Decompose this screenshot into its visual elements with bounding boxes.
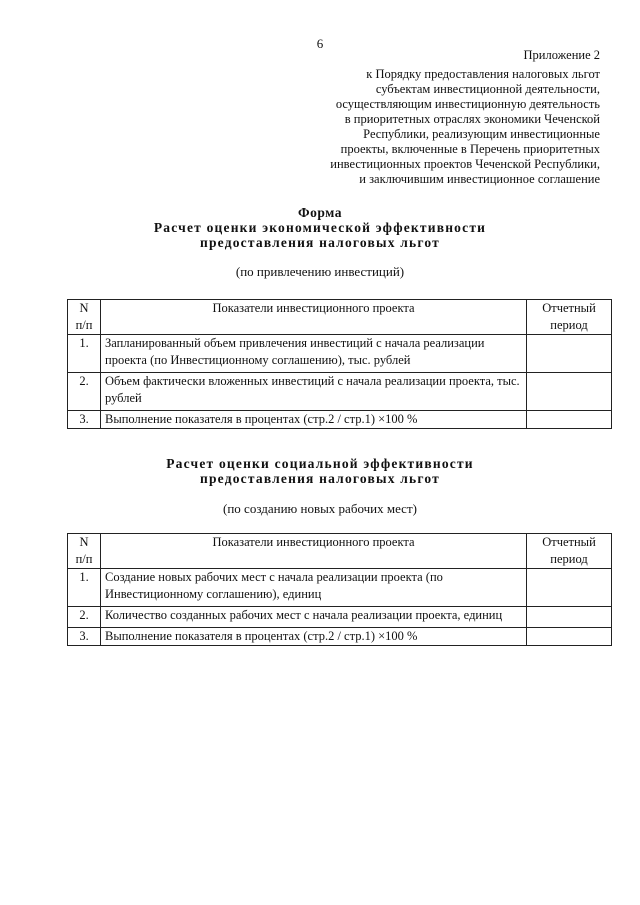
table-row [68,373,612,411]
row-indicator: Выполнение показателя в процентах (стр.2 / стр.1) ×100 % [101,628,527,646]
row-indicator: Количество созданных рабочих мест с начала реализации проекта, единиц [101,607,527,628]
page-number: 6 [316,36,324,51]
table-row [68,607,612,628]
appendix-title: Приложение 2 [523,48,600,62]
header-num-cell [68,534,101,569]
header-num-sublabel: п/п [75,552,93,566]
row-num: 1. [68,569,101,607]
header-period-cell [527,534,612,569]
table-row [68,628,612,646]
social-title-line1: Расчет оценки социальной эффективности [166,456,474,471]
row-num: 3. [68,628,101,646]
table-row [68,411,612,429]
header-period-sublabel: период [550,552,588,566]
appendix-line: осуществляющим инвестиционную деятельность [335,97,600,111]
header-num-label: N [79,301,89,315]
row-num: 1. [68,335,101,373]
economic-title-line2: предоставления налоговых льгот [200,235,440,250]
header-num-sublabel: п/п [75,318,93,332]
table-header-row [68,300,612,335]
header-indicator-cell: Показатели инвестиционного проекта [101,534,527,569]
row-num: 2. [68,373,101,411]
header-period-sublabel: период [550,318,588,332]
header-indicator-cell: Показатели инвестиционного проекта [101,300,527,335]
header-period-label: Отчетный [542,535,596,549]
appendix-line: к Порядку предоставления налоговых льгот [366,67,600,81]
row-period-value[interactable] [527,373,612,411]
row-num: 3. [68,411,101,429]
social-efficiency-table [67,533,612,646]
appendix-line: и заключившим инвестиционное соглашение [359,172,600,186]
economic-title-line1: Расчет оценки экономической эффективности [153,220,487,235]
appendix-line: инвестиционных проектов Чеченской Республики, [330,157,600,171]
economic-efficiency-table [67,299,612,429]
row-period-value[interactable] [527,569,612,607]
economic-efficiency-heading [0,205,640,250]
appendix-block [300,48,600,187]
header-num-cell [68,300,101,335]
table-row [68,335,612,373]
form-label: Форма [297,205,342,220]
appendix-line: проекты, включенные в Перечень приоритетных [340,142,600,156]
appendix-line: субъектам инвестиционной деятельности, [375,82,600,96]
social-title-line2: предоставления налоговых льгот [200,471,440,486]
row-period-value[interactable] [527,628,612,646]
row-indicator: Запланированный объем привлечения инвестиций с начала реализации проекта (по Инвестиционному соглашению), тыс. рублей [101,335,527,373]
table-row [68,569,612,607]
header-period-cell [527,300,612,335]
appendix-line: Республики, реализующим инвестиционные [363,127,600,141]
row-indicator: Выполнение показателя в процентах (стр.2 / стр.1) ×100 % [101,411,527,429]
header-num-label: N [79,535,89,549]
social-subtitle: (по созданию новых рабочих мест) [223,501,417,516]
appendix-line: в приоритетных отраслях экономики Чеченской [344,112,600,126]
row-period-value[interactable] [527,411,612,429]
row-indicator: Создание новых рабочих мест с начала реализации проекта (по Инвестиционному соглашению), единиц [101,569,527,607]
table-header-row [68,534,612,569]
social-efficiency-heading [0,456,640,486]
header-period-label: Отчетный [542,301,596,315]
row-period-value[interactable] [527,607,612,628]
row-period-value[interactable] [527,335,612,373]
economic-subtitle: (по привлечению инвестиций) [235,264,405,279]
row-num: 2. [68,607,101,628]
row-indicator: Объем фактически вложенных инвестиций с начала реализации проекта, тыс. рублей [101,373,527,411]
